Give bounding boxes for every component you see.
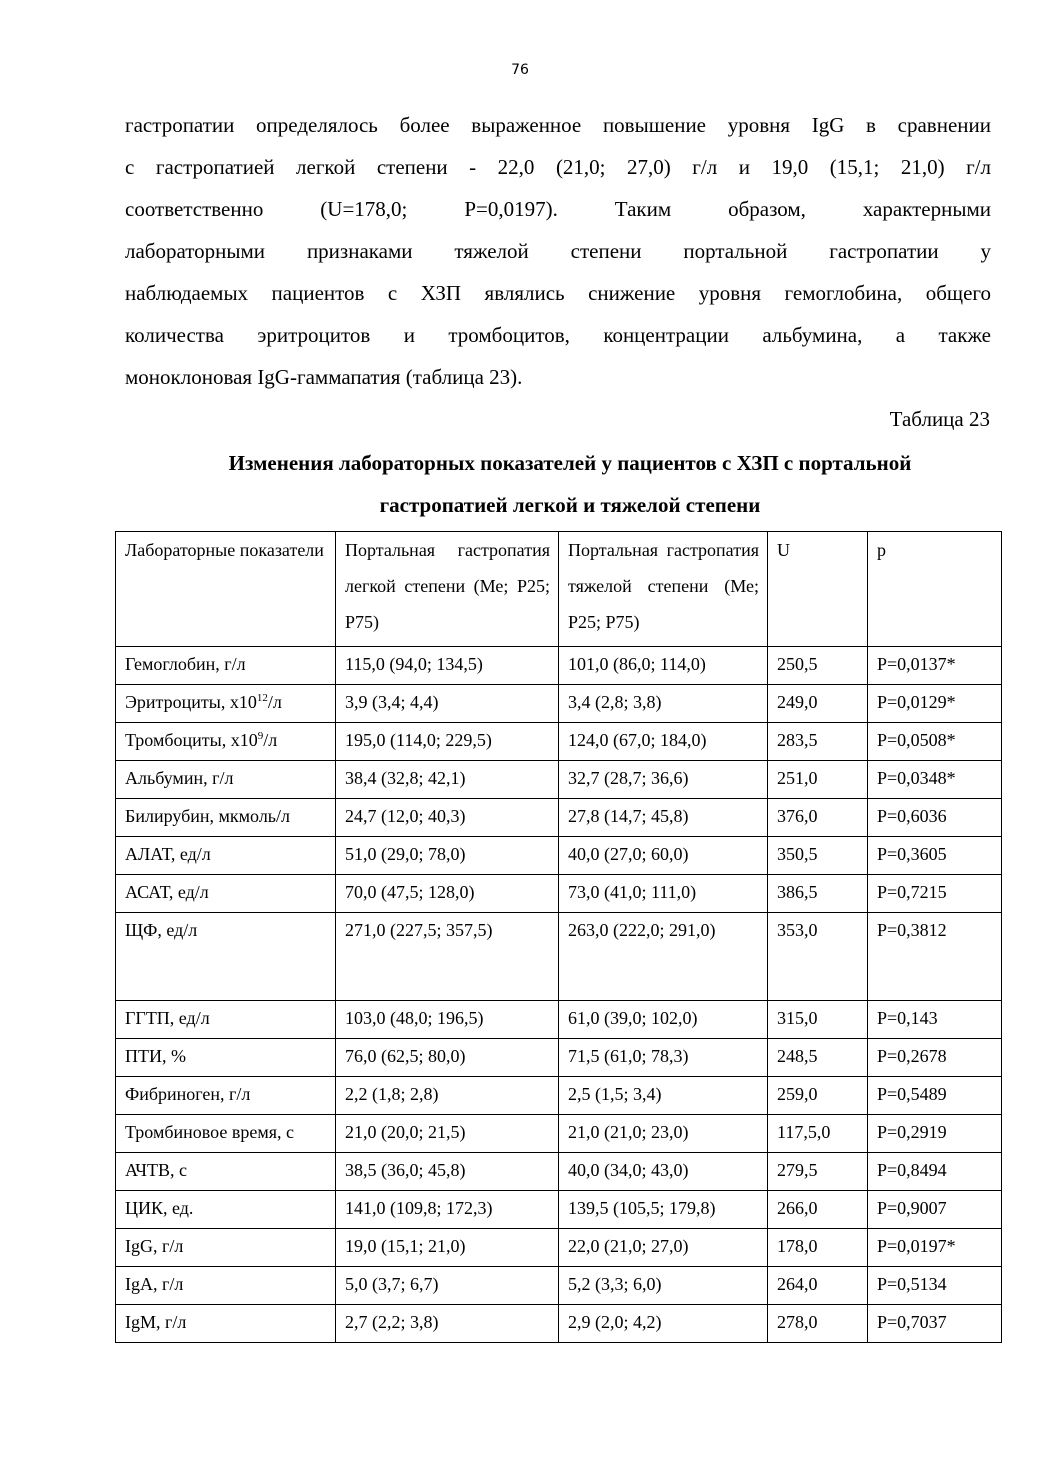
cell-mild: 19,0 (15,1; 21,0) [336, 1229, 559, 1267]
cell-p: P=0,3812 [868, 913, 1002, 1001]
cell-u: 117,5,0 [768, 1115, 868, 1153]
cell-p: P=0,143 [868, 1001, 1002, 1039]
table-title-line: гастропатией легкой и тяжелой степени [379, 493, 761, 517]
cell-indicator: IgA, г/л [116, 1267, 336, 1305]
cell-severe: 73,0 (41,0; 111,0) [559, 875, 768, 913]
table-row [116, 723, 1002, 761]
cell-mild: 103,0 (48,0; 196,5) [336, 1001, 559, 1039]
cell-severe: 2,5 (1,5; 3,4) [559, 1077, 768, 1115]
cell-indicator: Фибриноген, г/л [116, 1077, 336, 1115]
cell-severe: 139,5 (105,5; 179,8) [559, 1191, 768, 1229]
cell-p: P=0,0137* [868, 647, 1002, 685]
table-row [116, 913, 1002, 1001]
cell-severe: 40,0 (27,0; 60,0) [559, 837, 768, 875]
cell-p: P=0,5134 [868, 1267, 1002, 1305]
cell-severe: 40,0 (34,0; 43,0) [559, 1153, 768, 1191]
page-number: 76 [511, 62, 529, 78]
cell-indicator: АЛАТ, ед/л [116, 837, 336, 875]
cell-u: 350,5 [768, 837, 868, 875]
cell-p: P=0,0197* [868, 1229, 1002, 1267]
cell-indicator: ЦИК, ед. [116, 1191, 336, 1229]
cell-indicator: АЧТВ, с [116, 1153, 336, 1191]
cell-u: 259,0 [768, 1077, 868, 1115]
cell-mild: 51,0 (29,0; 78,0) [336, 837, 559, 875]
cell-u: 251,0 [768, 761, 868, 799]
cell-u: 353,0 [768, 913, 868, 1001]
cell-p: P=0,8494 [868, 1153, 1002, 1191]
indicator-exponent: 9 [257, 730, 264, 742]
indicator-name: Тромбоциты, x10 [125, 730, 258, 750]
table-row [116, 647, 1002, 685]
cell-indicator: Альбумин, г/л [116, 761, 336, 799]
cell-u: 178,0 [768, 1229, 868, 1267]
header-mild: Портальная гастропатия легкой степени (Ме; Р25; Р75) [336, 532, 559, 647]
paragraph-line: соответственно (U=178,0; P=0,0197). Таким образом, характерными [125, 197, 991, 221]
header-p: р [868, 532, 1002, 647]
cell-p: P=0,5489 [868, 1077, 1002, 1115]
cell-u: 278,0 [768, 1305, 868, 1343]
cell-mild: 76,0 (62,5; 80,0) [336, 1039, 559, 1077]
table-header-row [116, 532, 1002, 647]
table-row [116, 1115, 1002, 1153]
cell-indicator: ПТИ, % [116, 1039, 336, 1077]
cell-p: P=0,0129* [868, 685, 1002, 723]
cell-p: P=0,7037 [868, 1305, 1002, 1343]
cell-p: P=0,0348* [868, 761, 1002, 799]
cell-severe: 61,0 (39,0; 102,0) [559, 1001, 768, 1039]
cell-indicator: АСАТ, ед/л [116, 875, 336, 913]
cell-p: P=0,6036 [868, 799, 1002, 837]
cell-severe: 263,0 (222,0; 291,0) [559, 913, 768, 1001]
cell-severe: 5,2 (3,3; 6,0) [559, 1267, 768, 1305]
cell-mild: 2,7 (2,2; 3,8) [336, 1305, 559, 1343]
header-indicators: Лабораторные показатели [116, 532, 336, 647]
table-row [116, 1153, 1002, 1191]
cell-u: 283,5 [768, 723, 868, 761]
cell-mild: 38,5 (36,0; 45,8) [336, 1153, 559, 1191]
table-row [116, 799, 1002, 837]
cell-mild: 2,2 (1,8; 2,8) [336, 1077, 559, 1115]
cell-p: P=0,2919 [868, 1115, 1002, 1153]
cell-p: P=0,2678 [868, 1039, 1002, 1077]
cell-indicator [116, 723, 336, 761]
cell-u: 250,5 [768, 647, 868, 685]
cell-severe: 2,9 (2,0; 4,2) [559, 1305, 768, 1343]
table-row [116, 1191, 1002, 1229]
table-row [116, 837, 1002, 875]
cell-mild: 271,0 (227,5; 357,5) [336, 913, 559, 1001]
paragraph-line: количества эритроцитов и тромбоцитов, концентрации альбумина, а также [125, 323, 991, 347]
lab-results-table [115, 531, 1002, 1343]
table-title [150, 442, 990, 526]
cell-u: 249,0 [768, 685, 868, 723]
cell-p: P=0,9007 [868, 1191, 1002, 1229]
cell-indicator: ГГТП, ед/л [116, 1001, 336, 1039]
header-severe: Портальная гастропатия тяжелой степени (Ме; Р25; Р75) [559, 532, 768, 647]
cell-severe: 71,5 (61,0; 78,3) [559, 1039, 768, 1077]
indicator-name: Эритроциты, x10 [125, 692, 257, 712]
cell-indicator: IgG, г/л [116, 1229, 336, 1267]
table-row [116, 1039, 1002, 1077]
body-paragraph [125, 104, 991, 398]
cell-u: 266,0 [768, 1191, 868, 1229]
cell-severe: 101,0 (86,0; 114,0) [559, 647, 768, 685]
cell-mild: 38,4 (32,8; 42,1) [336, 761, 559, 799]
table-row [116, 685, 1002, 723]
cell-indicator: Билирубин, мкмоль/л [116, 799, 336, 837]
indicator-unit: /л [263, 730, 278, 750]
cell-severe: 21,0 (21,0; 23,0) [559, 1115, 768, 1153]
cell-mild: 24,7 (12,0; 40,3) [336, 799, 559, 837]
cell-mild: 195,0 (114,0; 229,5) [336, 723, 559, 761]
cell-u: 264,0 [768, 1267, 868, 1305]
paragraph-line: лабораторными признаками тяжелой степени портальной гастропатии у [125, 239, 991, 263]
cell-indicator: Гемоглобин, г/л [116, 647, 336, 685]
cell-mild: 21,0 (20,0; 21,5) [336, 1115, 559, 1153]
table-row [116, 1305, 1002, 1343]
cell-indicator [116, 685, 336, 723]
cell-severe: 124,0 (67,0; 184,0) [559, 723, 768, 761]
cell-u: 315,0 [768, 1001, 868, 1039]
cell-mild: 5,0 (3,7; 6,7) [336, 1267, 559, 1305]
cell-p: P=0,0508* [868, 723, 1002, 761]
table-row [116, 1077, 1002, 1115]
table-row [116, 1267, 1002, 1305]
paragraph-line: моноклоновая IgG-гаммапатия (таблица 23). [125, 365, 523, 389]
cell-p: P=0,3605 [868, 837, 1002, 875]
cell-u: 386,5 [768, 875, 868, 913]
paragraph-line: с гастропатией легкой степени - 22,0 (21,0; 27,0) г/л и 19,0 (15,1; 21,0) г/л [125, 155, 991, 179]
cell-indicator: IgM, г/л [116, 1305, 336, 1343]
cell-severe: 3,4 (2,8; 3,8) [559, 685, 768, 723]
cell-severe: 27,8 (14,7; 45,8) [559, 799, 768, 837]
cell-indicator: ЩФ, ед/л [116, 913, 336, 1001]
cell-u: 248,5 [768, 1039, 868, 1077]
paragraph-line: наблюдаемых пациентов с ХЗП являлись снижение уровня гемоглобина, общего [125, 281, 991, 305]
cell-severe: 22,0 (21,0; 27,0) [559, 1229, 768, 1267]
table-title-line: Изменения лабораторных показателей у пациентов с ХЗП с портальной [228, 451, 912, 475]
table-row [116, 875, 1002, 913]
table-row [116, 1229, 1002, 1267]
header-u: U [768, 532, 868, 647]
cell-u: 279,5 [768, 1153, 868, 1191]
indicator-exponent: 12 [256, 692, 268, 704]
table-row [116, 761, 1002, 799]
indicator-unit: /л [267, 692, 282, 712]
cell-mild: 115,0 (94,0; 134,5) [336, 647, 559, 685]
cell-mild: 3,9 (3,4; 4,4) [336, 685, 559, 723]
cell-mild: 141,0 (109,8; 172,3) [336, 1191, 559, 1229]
cell-indicator: Тромбиновое время, с [116, 1115, 336, 1153]
cell-mild: 70,0 (47,5; 128,0) [336, 875, 559, 913]
cell-severe: 32,7 (28,7; 36,6) [559, 761, 768, 799]
paragraph-line: гастропатии определялось более выраженное повышение уровня IgG в сравнении [125, 113, 991, 137]
table-row [116, 1001, 1002, 1039]
table-label: Таблица 23 [889, 407, 990, 431]
cell-p: P=0,7215 [868, 875, 1002, 913]
cell-u: 376,0 [768, 799, 868, 837]
